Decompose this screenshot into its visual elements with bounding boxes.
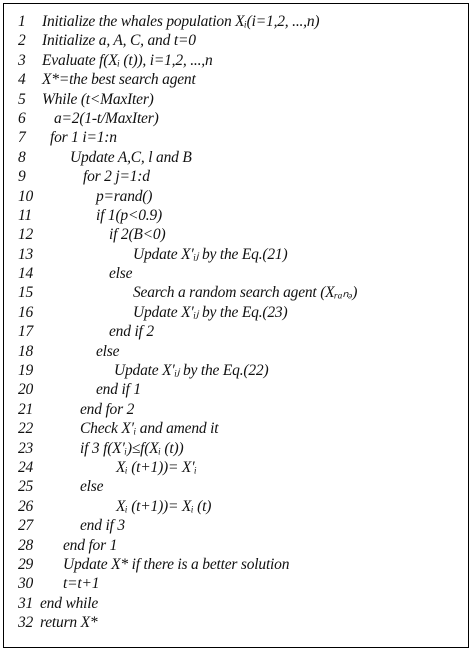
line-code: end if 1 [96, 381, 141, 399]
line-number: 12 [18, 226, 34, 244]
line-code: else [109, 265, 133, 283]
line-number: 3 [18, 51, 26, 69]
line-code: Search a random search agent (Xᵣₐₙₔ) [133, 284, 358, 302]
line-number: 17 [18, 323, 34, 341]
line-code: for 1 i=1:n [50, 129, 117, 147]
line-code: X*=the best search agent [42, 71, 196, 89]
line-number: 25 [18, 478, 34, 496]
pseudocode-line [18, 51, 462, 70]
line-number: 19 [18, 362, 34, 380]
line-number: 23 [18, 439, 34, 457]
pseudocode-line [18, 225, 462, 244]
pseudocode-line [18, 477, 462, 496]
line-code: end for 2 [80, 400, 135, 418]
line-number: 29 [18, 555, 34, 573]
line-code: return X* [40, 614, 98, 632]
line-code: a=2(1-t/MaxIter) [54, 109, 159, 127]
pseudocode-line [18, 31, 462, 50]
pseudocode-line [18, 167, 462, 186]
line-code: end if 2 [109, 323, 154, 341]
pseudocode-line [18, 283, 462, 302]
line-code: end if 3 [80, 517, 125, 535]
line-code: Xᵢ (t+1))= X′ᵢ [116, 458, 197, 476]
pseudocode-line [18, 594, 462, 613]
pseudocode-line [18, 574, 462, 593]
line-code: Update A,C, l and B [70, 148, 192, 166]
pseudocode-line [18, 361, 462, 380]
pseudocode-line [18, 400, 462, 419]
line-code: else [96, 342, 120, 360]
line-code: p=rand() [96, 187, 153, 205]
line-number: 21 [18, 400, 34, 418]
line-number: 11 [18, 206, 32, 224]
pseudocode-line [18, 516, 462, 535]
line-number: 26 [18, 497, 34, 515]
line-code: end while [40, 594, 99, 612]
pseudocode-line [18, 206, 462, 225]
line-code: Update X′ᵢⱼ by the Eq.(21) [133, 245, 288, 263]
line-code: if 3 f(X′ᵢ)≤f(Xᵢ (t)) [80, 439, 184, 457]
line-number: 24 [18, 458, 34, 476]
pseudocode-line [18, 419, 462, 438]
line-number: 30 [18, 575, 34, 593]
algorithm-box [3, 3, 469, 648]
pseudocode-line [18, 497, 462, 516]
line-number: 22 [18, 420, 34, 438]
pseudocode-line [18, 187, 462, 206]
line-number: 1 [18, 13, 26, 30]
line-number: 28 [18, 536, 34, 554]
pseudocode-line [18, 12, 462, 31]
line-number: 31 [18, 594, 34, 612]
pseudocode-line [18, 536, 462, 555]
pseudocode-line [18, 148, 462, 167]
line-number: 15 [18, 284, 34, 302]
line-code: Initialize the whales population Xᵢ(i=1,2, ...,n) [42, 13, 320, 30]
pseudocode-line [18, 128, 462, 147]
pseudocode-line [18, 303, 462, 322]
pseudocode-line [18, 613, 462, 632]
line-code: Update X′ᵢⱼ by the Eq.(23) [133, 303, 288, 321]
line-number: 32 [18, 614, 34, 632]
line-number: 18 [18, 342, 34, 360]
line-code: Initialize a, A, C, and t=0 [42, 32, 196, 50]
line-number: 10 [18, 187, 34, 205]
line-number: 6 [18, 109, 26, 127]
pseudocode-line [18, 342, 462, 361]
pseudocode-line [18, 439, 462, 458]
line-code: if 1(p<0.9) [96, 206, 162, 224]
line-code: Update X* if there is a better solution [63, 555, 290, 573]
pseudocode-line [18, 245, 462, 264]
line-number: 7 [18, 129, 26, 147]
pseudocode-line [18, 90, 462, 109]
pseudocode-line [18, 380, 462, 399]
line-code: While (t<MaxIter) [42, 90, 154, 108]
line-number: 14 [18, 265, 34, 283]
pseudocode-line [18, 322, 462, 341]
pseudocode-listing [18, 12, 462, 633]
line-number: 27 [18, 517, 34, 535]
line-number: 4 [18, 71, 26, 89]
line-code: t=t+1 [63, 575, 100, 593]
line-code: Evaluate f(Xᵢ (t)), i=1,2, ...,n [42, 51, 213, 69]
line-code: Xᵢ (t+1))= Xᵢ (t) [116, 497, 212, 515]
line-number: 9 [18, 168, 26, 186]
line-code: Check X′ᵢ and amend it [80, 420, 219, 438]
pseudocode-line [18, 264, 462, 283]
line-number: 13 [18, 245, 34, 263]
pseudocode-line [18, 70, 462, 89]
line-number: 5 [18, 90, 26, 108]
line-code: for 2 j=1:d [83, 168, 150, 186]
line-number: 2 [18, 32, 26, 50]
line-code: end for 1 [63, 536, 118, 554]
line-code: else [80, 478, 104, 496]
line-number: 16 [18, 303, 34, 321]
pseudocode-line [18, 555, 462, 574]
line-code: if 2(B<0) [109, 226, 166, 244]
pseudocode-line [18, 458, 462, 477]
line-number: 8 [18, 148, 26, 166]
line-number: 20 [18, 381, 34, 399]
pseudocode-line [18, 109, 462, 128]
line-code: Update X′ᵢⱼ by the Eq.(22) [114, 362, 269, 380]
